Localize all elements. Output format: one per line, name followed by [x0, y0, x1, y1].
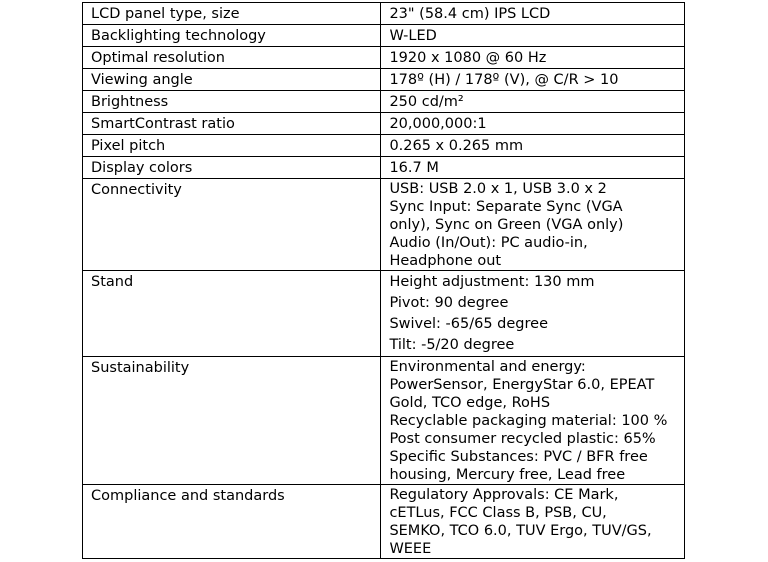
spec-value: [381, 91, 685, 113]
spec-value: [381, 47, 685, 69]
spec-row: [83, 271, 685, 357]
spec-value-line: USB: USB 2.0 x 1, USB 3.0 x 2: [389, 181, 607, 197]
spec-row: [83, 47, 685, 69]
spec-value: [381, 157, 685, 179]
spec-value-line: Recyclable packaging material: 100 %: [389, 413, 668, 429]
spec-value-line: Swivel: -65/65 degree: [389, 316, 548, 332]
spec-row: [83, 25, 685, 47]
spec-value-line: Tilt: -5/20 degree: [389, 337, 515, 353]
spec-label: Pixel pitch: [83, 135, 381, 157]
spec-label: Optimal resolution: [83, 47, 381, 69]
spec-value: [381, 25, 685, 47]
spec-value-line: Specific Substances: PVC / BFR free: [389, 449, 648, 465]
spec-label: LCD panel type, size: [83, 3, 381, 25]
spec-value-line: PowerSensor, EnergyStar 6.0, EPEAT: [389, 377, 655, 393]
spec-label: Display colors: [83, 157, 381, 179]
spec-value-line: cETLus, FCC Class B, PSB, CU,: [389, 505, 607, 521]
spec-value-line: 23" (58.4 cm) IPS LCD: [389, 6, 551, 22]
spec-value: [381, 179, 685, 271]
spec-value-line: 178º (H) / 178º (V), @ C/R > 10: [389, 72, 619, 88]
spec-row: [83, 179, 685, 271]
spec-label: Brightness: [83, 91, 381, 113]
spec-value-line: 0.265 x 0.265 mm: [389, 138, 524, 154]
spec-value-line: SEMKO, TCO 6.0, TUV Ergo, TUV/GS,: [389, 523, 652, 539]
spec-row: [83, 91, 685, 113]
spec-value-line: Sync Input: Separate Sync (VGA: [389, 199, 623, 215]
spec-value-line: Height adjustment: 130 mm: [389, 274, 595, 290]
spec-value-line: WEEE: [389, 541, 432, 557]
spec-row: [83, 69, 685, 91]
spec-value-line: 250 cd/m²: [389, 94, 464, 110]
spec-value: [381, 271, 685, 357]
spec-label: Compliance and standards: [83, 485, 381, 559]
spec-value-line: Audio (In/Out): PC audio-in,: [389, 235, 588, 251]
spec-value: [381, 69, 685, 91]
spec-label: Sustainability: [83, 357, 381, 485]
spec-label: Connectivity: [83, 179, 381, 271]
spec-value-line: 20,000,000:1: [389, 116, 487, 132]
spec-value-line: Post consumer recycled plastic: 65%: [389, 431, 656, 447]
spec-value-line: 16.7 M: [389, 160, 439, 176]
spec-value-line: W-LED: [389, 28, 437, 44]
spec-label: Viewing angle: [83, 69, 381, 91]
spec-row: [83, 485, 685, 559]
spec-table: [82, 2, 685, 559]
spec-value: [381, 357, 685, 485]
spec-value-line: only), Sync on Green (VGA only): [389, 217, 624, 233]
spec-row: [83, 157, 685, 179]
spec-value: [381, 3, 685, 25]
spec-row: [83, 3, 685, 25]
spec-label: SmartContrast ratio: [83, 113, 381, 135]
spec-value-line: Regulatory Approvals: CE Mark,: [389, 487, 619, 503]
spec-value-line: 1920 x 1080 @ 60 Hz: [389, 50, 547, 66]
spec-row: [83, 135, 685, 157]
spec-value-line: Headphone out: [389, 253, 502, 269]
spec-table-body: [83, 3, 685, 559]
spec-label: Backlighting technology: [83, 25, 381, 47]
spec-row: [83, 113, 685, 135]
spec-value: [381, 485, 685, 559]
spec-value-line: Environmental and energy:: [389, 359, 586, 375]
spec-value-line: housing, Mercury free, Lead free: [389, 467, 626, 483]
spec-value: [381, 113, 685, 135]
spec-label: Stand: [83, 271, 381, 357]
spec-value-line: Pivot: 90 degree: [389, 295, 509, 311]
spec-value: [381, 135, 685, 157]
spec-row: [83, 357, 685, 485]
spec-value-line: Gold, TCO edge, RoHS: [389, 395, 551, 411]
